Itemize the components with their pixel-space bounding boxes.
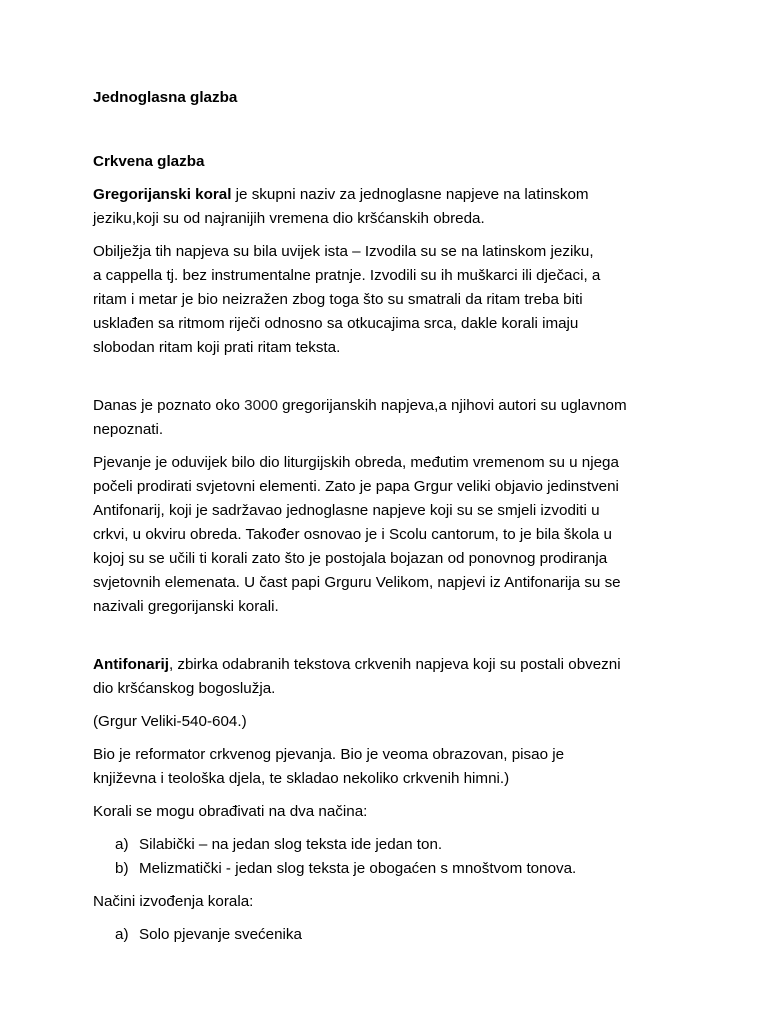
list-marker: a) bbox=[115, 836, 129, 853]
paragraph-processing-methods: Korali se mogu obrađivati na dva načina: bbox=[93, 803, 368, 820]
list-marker: b) bbox=[115, 860, 129, 877]
list-item-text: Melizmatički - jedan slog teksta je obogaćen s mnoštvom tonova. bbox=[139, 860, 577, 877]
paragraph-text: dio kršćanskog bogoslužja. bbox=[93, 680, 276, 697]
paragraph-text: Danas je poznato oko bbox=[93, 397, 245, 414]
document-heading: Jednoglasna glazba bbox=[93, 89, 238, 106]
paragraph-count bbox=[93, 394, 708, 442]
list-item-text: Solo pjevanje svećenika bbox=[139, 926, 302, 943]
paragraph-gregorian-chant bbox=[93, 183, 708, 231]
paragraph-gregory-dates: (Grgur Veliki-540-604.) bbox=[93, 713, 247, 730]
paragraph-line: ritam i metar je bio neizražen zbog toga što su smatrali da ritam treba biti bbox=[93, 291, 583, 308]
paragraph-line: svjetovnih elemenata. U čast papi Grguru Velikom, napjevi iz Antifonarija su se bbox=[93, 574, 621, 591]
paragraph-characteristics bbox=[93, 240, 708, 360]
list-item bbox=[115, 833, 708, 857]
paragraph-text: , zbirka odabranih tekstova crkvenih napjeva koji su postali obvezni bbox=[168, 656, 621, 673]
paragraph-text: jeziku,koji su od najranijih vremena dio kršćanskih obreda. bbox=[93, 210, 485, 227]
section-heading: Crkvena glazba bbox=[93, 153, 205, 170]
paragraph-line: crkvi, u okviru obreda. Također osnovao je i Scolu cantorum, to je bila škola u bbox=[93, 526, 612, 543]
paragraph-line: Antifonarij, koji je sadržavao jednoglasne napjeve koji su se smjeli izvoditi u bbox=[93, 502, 600, 519]
paragraph-reformer bbox=[93, 743, 708, 791]
paragraph-line: Pjevanje je oduvijek bilo dio liturgijskih obreda, međutim vremenom su u njega bbox=[93, 454, 619, 471]
list-item bbox=[115, 923, 708, 947]
list-marker: a) bbox=[115, 926, 129, 943]
paragraph-line: usklađen sa ritmom riječi odnosno sa otkucajima srca, dakle korali imaju bbox=[93, 315, 579, 332]
paragraph-line: slobodan ritam koji prati ritam teksta. bbox=[93, 339, 341, 356]
paragraph-performance-methods: Načini izvođenja korala: bbox=[93, 893, 254, 910]
paragraph-line: Obilježja tih napjeva su bila uvijek ista – Izvodila su se na latinskom jeziku, bbox=[93, 243, 594, 260]
paragraph-line: Bio je reformator crkvenog pjevanja. Bio je veoma obrazovan, pisao je bbox=[93, 746, 565, 763]
processing-methods-list bbox=[93, 833, 708, 881]
performance-methods-list bbox=[93, 923, 708, 947]
paragraph-line: a cappella tj. bez instrumentalne pratnje. Izvodili su ih muškarci ili dječaci, a bbox=[93, 267, 601, 284]
paragraph-line: nazivali gregorijanski korali. bbox=[93, 598, 279, 615]
paragraph-text: je skupni naziv za jednoglasne napjeve na latinskom bbox=[231, 186, 589, 203]
paragraph-text: nepoznati. bbox=[93, 421, 164, 438]
list-item bbox=[115, 857, 708, 881]
paragraph-text: gregorijanskih napjeva,a njihovi autori su uglavnom bbox=[277, 397, 627, 414]
chant-count-number: 3000 bbox=[244, 397, 278, 414]
paragraph-history bbox=[93, 451, 708, 619]
paragraph-line: kojoj su se učili ti korali zato što je postojala bojazan od ponovnog prodiranja bbox=[93, 550, 608, 567]
term-antiphonary: Antifonarij bbox=[93, 656, 169, 673]
paragraph-line: počeli prodirati svjetovni elementi. Zato je papa Grgur veliki objavio jedinstveni bbox=[93, 478, 619, 495]
term-gregorian-chant: Gregorijanski koral bbox=[93, 186, 232, 203]
paragraph-line: književna i teološka djela, te skladao nekoliko crkvenih himni.) bbox=[93, 770, 510, 787]
list-item-text: Silabički – na jedan slog teksta ide jedan ton. bbox=[139, 836, 443, 853]
paragraph-antiphonary bbox=[93, 653, 708, 701]
